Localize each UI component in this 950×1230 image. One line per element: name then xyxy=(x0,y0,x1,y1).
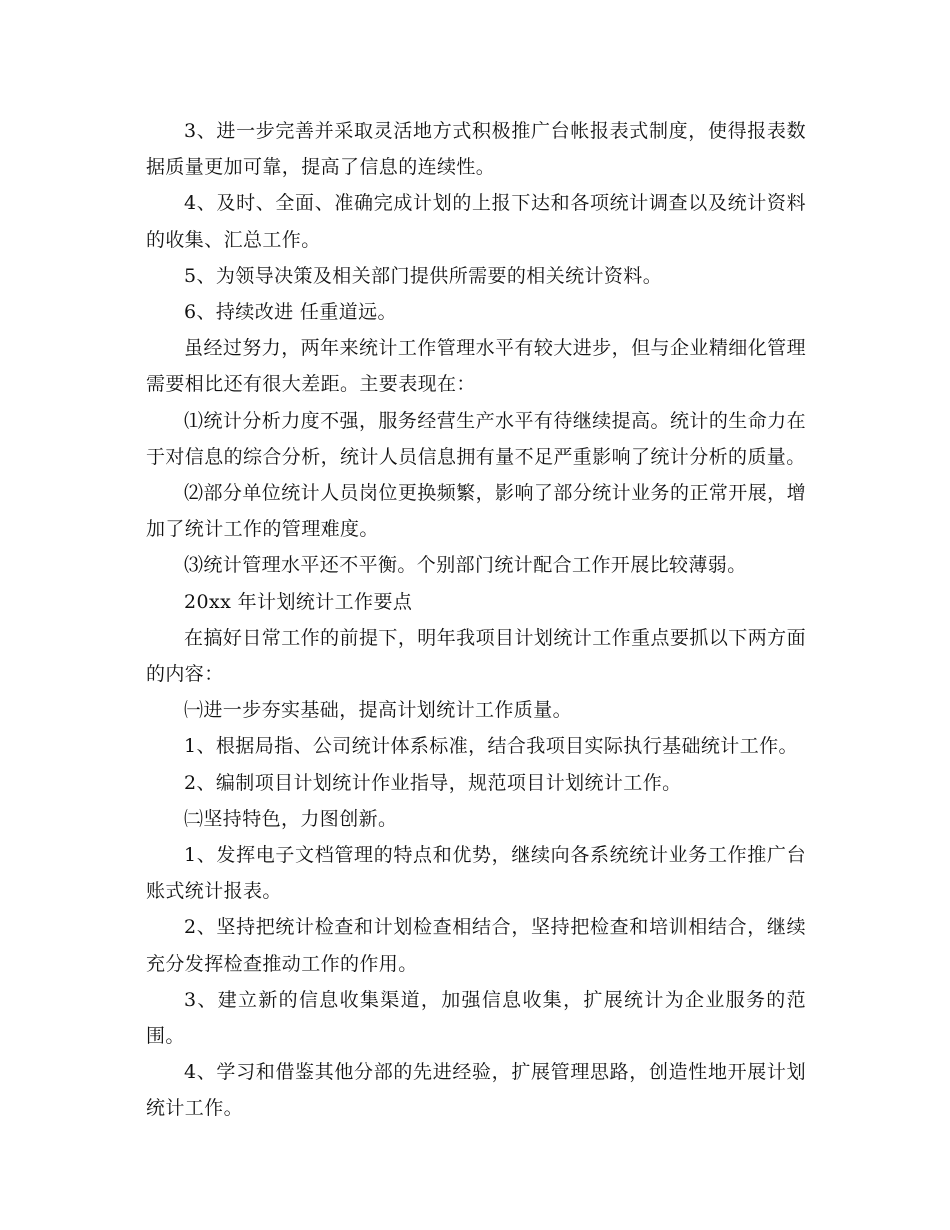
paragraph: 在搞好日常工作的前提下，明年我项目计划统计工作重点要抓以下两方面的内容： xyxy=(146,626,806,686)
paragraph: 6、持续改进 任重道远。 xyxy=(184,301,397,324)
paragraph: 1、发挥电子文档管理的特点和优势，继续向各系统统计业务工作推广台账式统计报表。 xyxy=(146,844,806,903)
paragraph: 2、编制项目计划统计作业指导，规范项目计划统计工作。 xyxy=(184,771,682,794)
section-heading: 20xx 年计划统计工作要点 xyxy=(184,590,413,613)
paragraph: 4、学习和借鉴其他分部的先进经验，扩展管理思路，创造性地开展计划统计工作。 xyxy=(146,1061,806,1120)
paragraph: 3、建立新的信息收集渠道，加强信息收集，扩展统计为企业服务的范围。 xyxy=(146,988,806,1048)
document-body xyxy=(146,113,806,1127)
paragraph: 3、进一步完善并采取灵活地方式积极推广台帐报表式制度，使得报表数据质量更加可靠，提高了信息的连续性。 xyxy=(146,120,806,179)
paragraph: ⑵部分单位统计人员岗位更换频繁，影响了部分统计业务的正常开展，增加了统计工作的管理难度。 xyxy=(146,482,806,541)
subsection-heading: ㈡坚持特色，力图创新。 xyxy=(184,807,398,830)
paragraph: 1、根据局指、公司统计体系标准，结合我项目实际执行基础统计工作。 xyxy=(184,735,798,758)
paragraph: ⑶统计管理水平还不平衡。个别部门统计配合工作开展比较薄弱。 xyxy=(184,554,747,577)
subsection-heading: ㈠进一步夯实基础，提高计划统计工作质量。 xyxy=(184,699,573,722)
paragraph: 5、为领导决策及相关部门提供所需要的相关统计资料。 xyxy=(184,264,663,287)
paragraph: ⑴统计分析力度不强，服务经营生产水平有待继续提高。统计的生命力在于对信息的综合分析，统计人员信息拥有量不足严重影响了统计分析的质量。 xyxy=(146,409,806,468)
paragraph: 4、及时、全面、准确完成计划的上报下达和各项统计调查以及统计资料的收集、汇总工作。 xyxy=(146,192,806,251)
paragraph: 2、坚持把统计检查和计划检查相结合，坚持把检查和培训相结合，继续充分发挥检查推动工作的作用。 xyxy=(146,916,806,975)
paragraph: 虽经过努力，两年来统计工作管理水平有较大进步，但与企业精细化管理需要相比还有很大差距。主要表现在： xyxy=(146,337,806,396)
